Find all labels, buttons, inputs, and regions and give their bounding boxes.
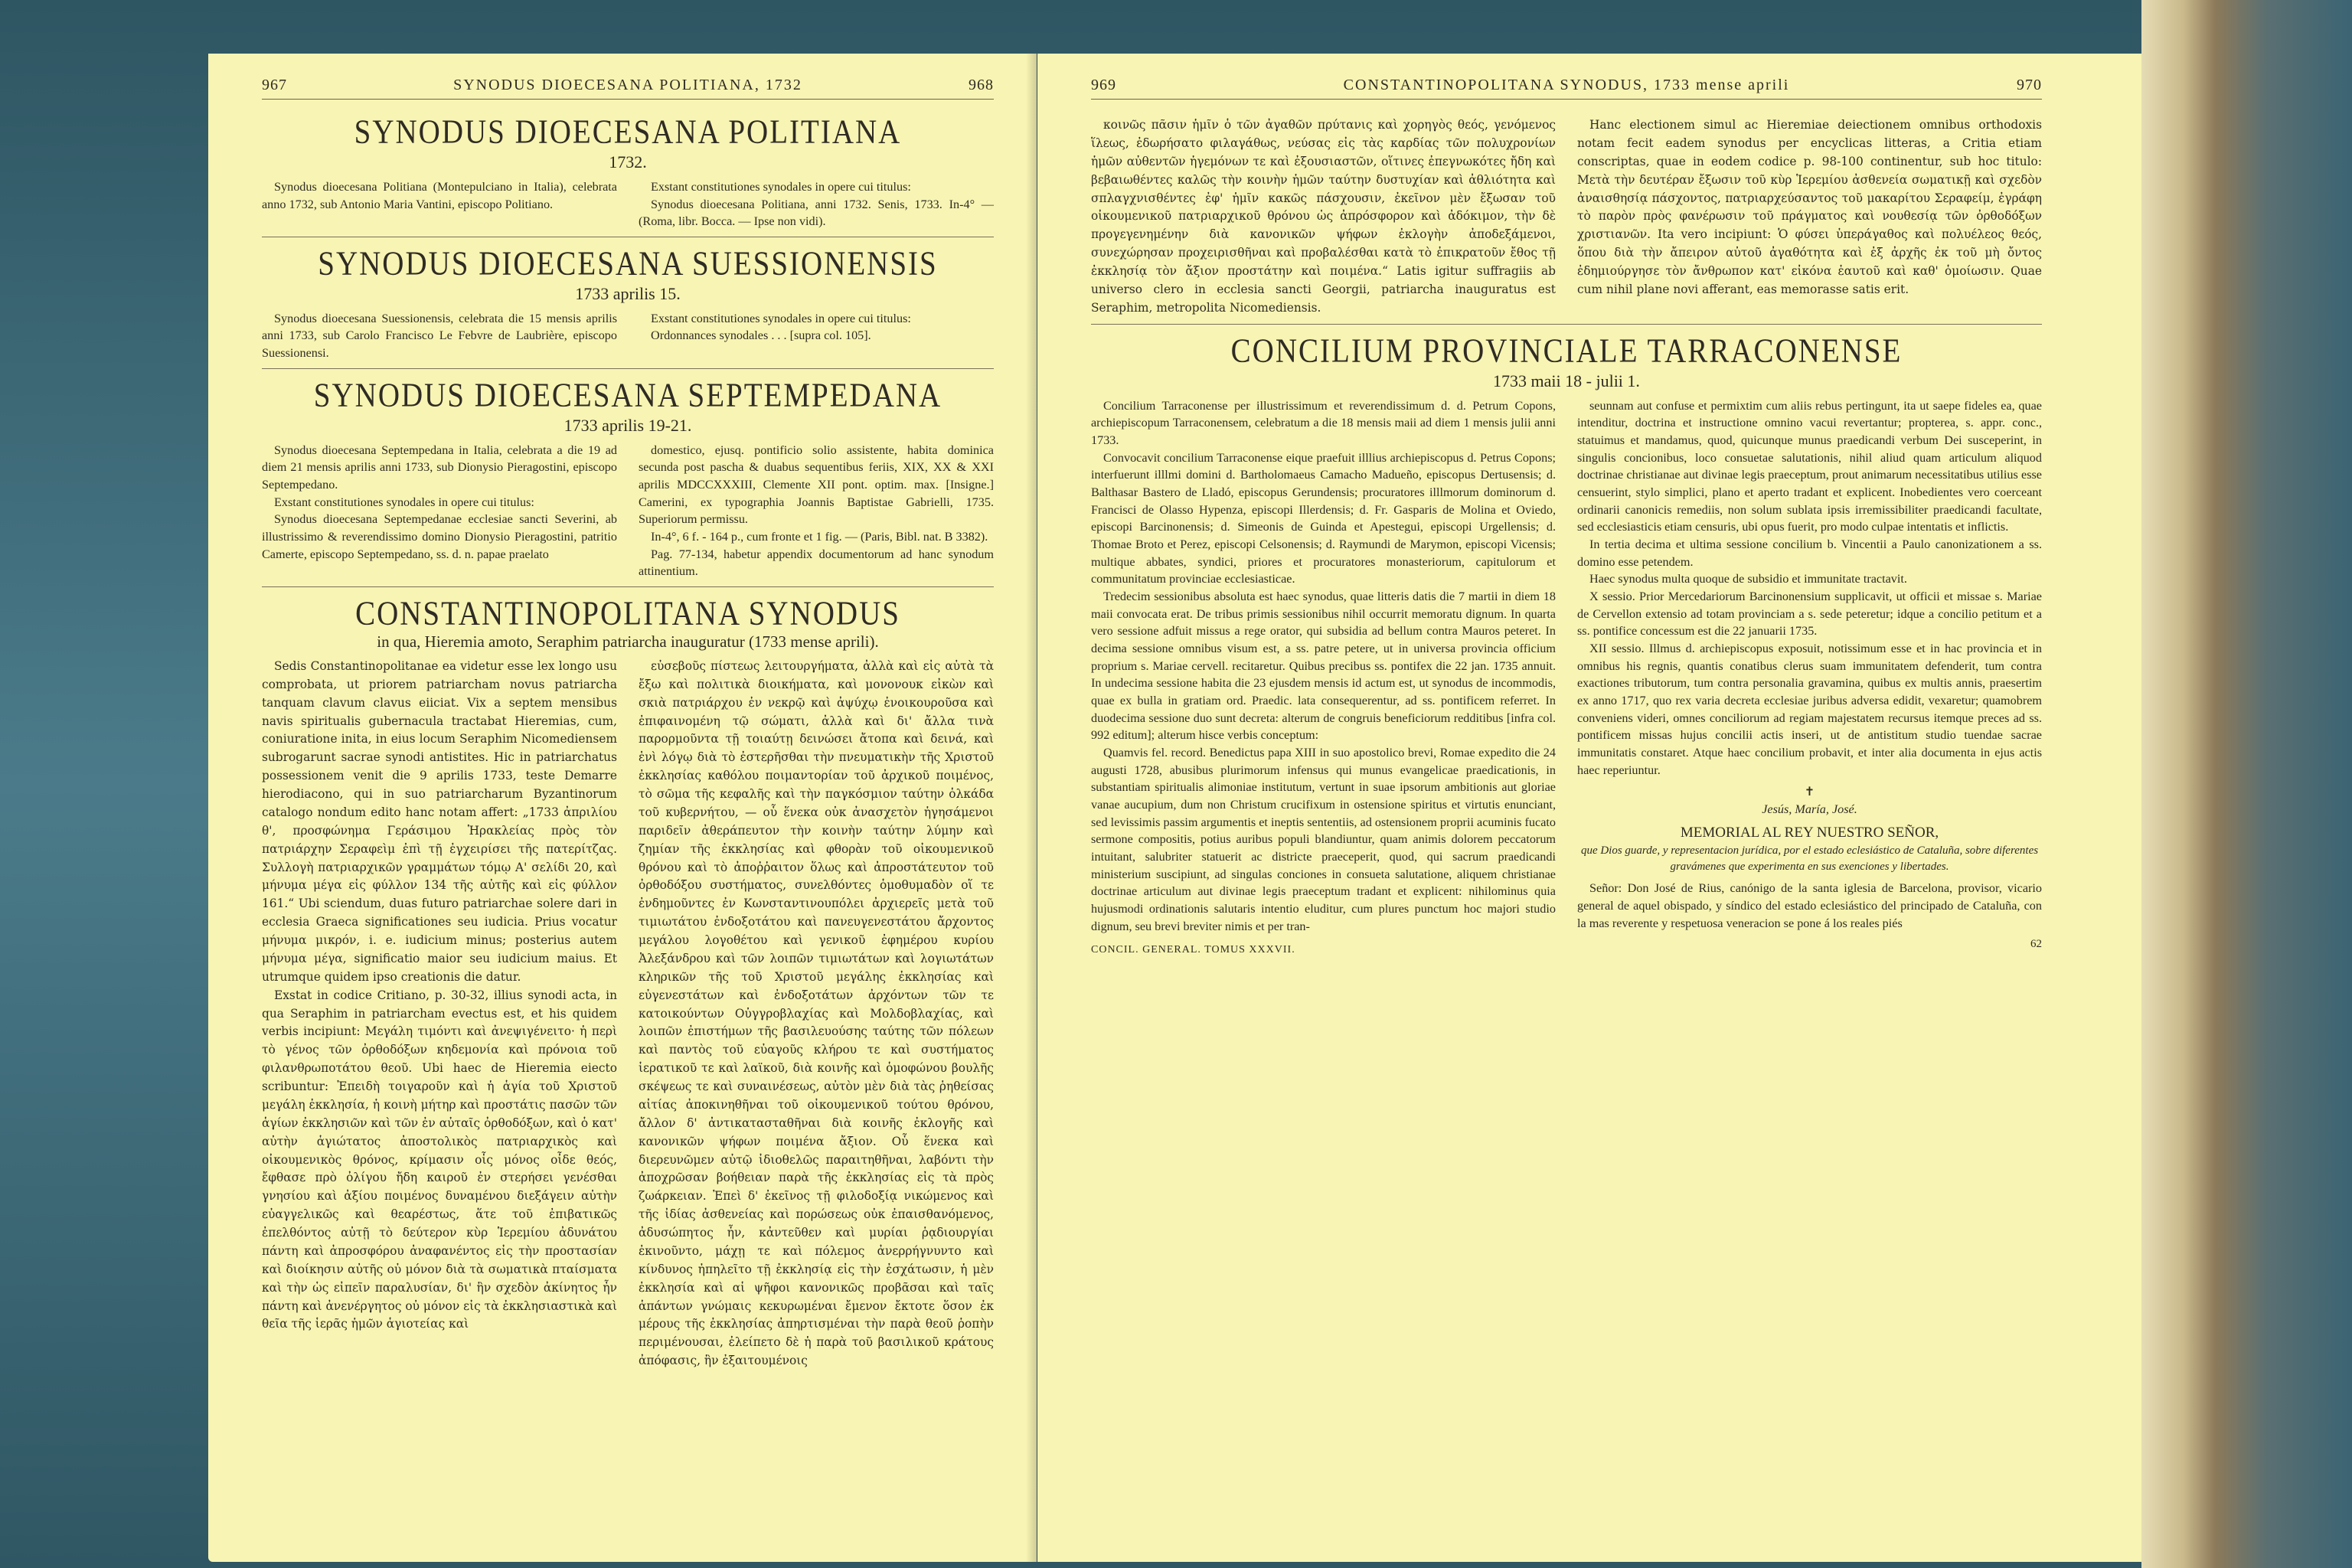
paragraph: Synodus dioecesana Politiana, anni 1732. Senis, 1733. In-4° — (Roma, libr. Bocca. — Ipse non vidi). (639, 197, 994, 229)
paragraph: In tertia decima et ultima sessione concilium b. Vincentii a Paulo canonizationem a ss. domino esse petendem. (1577, 537, 2042, 569)
paragraph: Exstant constitutiones synodales in opere cui titulus: (274, 495, 534, 509)
paragraph: Synodus dioecesana Septempedanae ecclesiae sancti Severini, ab illustrissimo & reverendissimo domino Dionysio Pieragostini, patritio Camerte, episcopo Septempedano, ss. d. n. papae praelato (262, 512, 617, 561)
paragraph: κοινῶς πᾶσιν ἡμῖν ὁ τῶν ἀγαθῶν πρύτανις καὶ χορηγὸς θεός, γενόμενος ἵλεως, ἐδωρήσατο φιλαγάθως, νεύσας εἰς τὰς καρδίας τῶν πολυχρονίων ἡμῶν αὐθεντῶν ἡγεμόνων τε καὶ ἐξουσιαστῶν, οἵτινες ἐπεγνωκότες ἤδη καὶ βεβαιωθέντες καλῶς τὴν κοινὴν ἡμῶν ταύτην δυστυχίαν καὶ ἀθλιότητα καὶ σπλαγχνισθέντες ἐφ' ἡμῖν κακῶς πάσχουσιν, ἐκεῖνον μὲν ἔξωσαν τοῦ οἰκουμενικοῦ πατριαρχικοῦ θρόνου ὡς ἀπρόσφορον καὶ ἀδόκιμον, τὴν δὲ προγεγενημένην διὰ κανονικῶν ψήφων ἐκλογὴν ἀποδεξάμενοι, συνεχώρησαν προχειρισθῆναι καὶ προβαλέσθαι κατὰ τὸ ἐπικρατοῦν ἔθος τῇ ἐκκλησίᾳ τὸν ἄξιον προστάτην καὶ ποιμένα.“ Latis igitur suffragiis ab universo clero in ecclesia sancti Georgii, patriarcha inauguratus est Seraphim, metropolita Nicomediensis. (1091, 118, 1556, 315)
section-body (1091, 116, 2042, 318)
paragraph: Synodus dioecesana Septempedana in Italia, celebrata a die 19 ad diem 21 mensis aprilis anni 1733, sub Dionysio Pieragostini, episcopo Septempedano. (262, 443, 617, 492)
section-title: SYNODUS DIOECESANA SUESSIONENSIS (318, 244, 938, 283)
paragraph: Exstant constitutiones synodales in opere cui titulus: (651, 179, 911, 194)
divider (1091, 324, 2042, 325)
paragraph: Ordonnances synodales . . . [supra col. 105]. (651, 328, 871, 343)
section-subtitle: in qua, Hieremia amoto, Seraphim patriarcha inauguratur (1733 mense aprili). (377, 632, 879, 651)
cross-icon: ✝ (1804, 785, 1815, 799)
paragraph: XII sessio. Illmus d. archiepiscopus exposuit, notissimum esse et in hac provincia et in omnibus his regnis, quantis conatibus clerus suam immunitatem defenderit, tum contra exactiones tributorum, tum contra personalia gravamina, quibus ex multis annis, praesertim ex anno 1717, quo rex varia decreta ecclesiae juribus adversa edidit, vexaretur; quamobrem conveniens videri, omnes conciliorum ad regiam majestatem recursus itemque preces ad ss. pontificem missas hujus concilii actis inseri, ut de antistitum studio tuendae sacrae immunitatis constaret. Atque haec concilium probavit, et inter alia documenta in ejus actis haec reperiuntur. (1577, 641, 2042, 777)
page-number: 967 (262, 77, 287, 93)
paragraph: εὐσεβοῦς πίστεως λειτουργήματα, ἀλλὰ καὶ εἰς αὐτὰ τὰ ἔξω καὶ πολιτικὰ διοικήματα, καὶ μονονουκ εἰκὼν καὶ σκιὰ πατριάρχου ἐν νεκρῷ καὶ ἀψύχῳ ἐνοικουροῦσα καὶ ἐπιφαινομένη τῷ σώματι, ἀλλὰ καὶ δι' ἄλλα τινὰ παρορμοῦντα τῇ τοιαύτῃ δεινώσει ἄτοπα καὶ δεινά, καὶ ἑνὶ λόγῳ διὰ τὸ ἐστερῆσθαι τὴν πνευματικὴν τῆς Χριστοῦ ἐκκλησίας καθόλου ποιμαντορίαν τοῦ ἀρχικοῦ ποιμένος, τὸ σῶμα τῆς κεφαλῆς καὶ τὴν παγκόσμιον ταύτην ὁλκάδα τοῦ κυβερνήτου, — οὗ ἕνεκα οὐκ ἀνασχετὸν ἡγησάμενοι παριδεῖν ἀθεράπευτον τὴν κοινὴν ταύτην λύμην καὶ ζημίαν τῆς ἐκκλησίας καὶ φθορὰν τοῦ οἰκουμενικοῦ θρόνου καὶ τὸ ἀποῤῥαιτον ὅλως καὶ ἀπροστάτευτον τοῦ ὀρθοδόξου συστήματος, συνελθόντες ὁμοθυμαδὸν οἵ τε ἐνδημοῦντες ἐν Κωνσταντινουπόλει ἀρχιερεῖς μετὰ τοῦ τιμιωτάτου ἐνδοξοτάτου καὶ πανευγενεστάτου ἄρχοντος μεγάλου λογοθέτου καὶ γενικοῦ ἐφημέρου κυρίου Ἀλεξάνδρου καὶ τῶν λοιπῶν τιμιωτάτων καὶ λογιωτάτων κληρικῶν τῆς τοῦ Χριστοῦ μεγάλης ἐκκλησίας καὶ εὐγενεστάτων καὶ ἐνδοξοτάτων ἀρχόντων τῶν τε κατοικούντων Οὐγγροβλαχίας καὶ Μολδοβλαχίας, καὶ λοιπῶν ἐπιστήμων τῆς βασιλευούσης ταύτης τῶν πόλεων καὶ παντὸς τοῦ εὐαγοῦς κλήρου τε καὶ συστήματος ἱερατικοῦ τε καὶ λαϊκοῦ, διὰ κοινῆς καὶ ὁμοφώνου βουλῆς σκέψεως τε καὶ συναινέσεως, αὐτὸν μὲν διὰ τὰς ῥηθείσας αἰτίας ἀποκινηθῆναι τοῦ οἰκουμενικοῦ τούτου θρόνου, ἄλλον δ' ἀντικατασταθῆναι διὰ κοινῆς ἐκλογῆς καὶ κανονικῶν ψήφων ποιμένα ἄξιον. Οὗ ἕνεκα καὶ διερευνῶμεν αὐτῷ ἰδιοθελῶς παραιτηθῆναι, λαβόντι τὴν ἀποχρῶσαν βοήθειαν παρὰ τῆς ἐκκλησίας εἰς τὰ πρὸς ζωάρκειαν. Ἐπεὶ δ' ἐκεῖνος τῇ φιλοδοξίᾳ νικώμενος καὶ τῆς ἰδίας ἀσθενείας καὶ πορώσεως οὐκ ἐπαισθανόμενος, ἀδυσώπητος ἦν, κἀντεῦθεν καὶ μυρίαι ῥᾳδιουργίαι ἐκινοῦντο, μάχῃ τε καὶ πόλεμος ἀνερρήγνυντο καὶ κίνδυνος ἠπηλεῖτο τῇ ἐκκλησίᾳ εἰς τὴν ἐσχάτωσιν, ἡ μὲν ἐκκλησία καὶ αἱ ψῆφοι κανονικῶς προβᾶσαι καὶ ταῖς ἁπάντων γνώμαις κεκυρωμέναι ἔμενον ἔκτοτε ὅσον ἐκ μέρους τῆς ἐκκλησίας ἀπηρτισμέναι τὴν παρὰ θεοῦ ῥοπὴν περιμένουσαι, ἐλείπετο δὲ ἡ παρὰ τοῦ βασιλικοῦ κράτους ἀπόφασις, ἣν ἐξαιτουμένοις (639, 658, 994, 1368)
section-body (1091, 397, 2042, 958)
page-number: 969 (1091, 77, 1116, 93)
paragraph: In-4°, 6 f. - 164 p., cum fronte et 1 fig. — (Paris, Bibl. nat. B 3382). (651, 530, 988, 544)
running-header (262, 77, 994, 100)
signature-mark: 62 (2030, 938, 2042, 951)
page-number: 970 (2016, 77, 2042, 93)
left-page (208, 54, 1037, 1562)
running-title: CONSTANTINOPOLITANA SYNODUS, 1733 mense aprili (1343, 77, 1790, 93)
paragraph: Exstant constitutiones synodales in opere cui titulus: (651, 311, 911, 325)
paragraph: Exstat in codice Critiano, p. 30-32, illius synodi acta, in qua Seraphim in patriarcham evectus est, et his quidem verbis incipiunt: Μεγάλη τιμόντι καὶ ἀνεψιγένειτο· ἡ περὶ τὸ γένος τῶν ὀρθοδόξων κηδεμονία καὶ πρόνοια τοῦ φιλανθρωποτάτου θεοῦ. Ubi haec de Hieremia eiecto scribuntur: Ἐπειδὴ τοιγαροῦν καὶ ἡ ἁγία τοῦ Χριστοῦ μεγάλη ἐκκλησία, ἡ κοινὴ μήτηρ καὶ προστάτις πασῶν τῶν ἁγίων ἐκκλησιῶν καὶ τῶν ἐν αὐταῖς ὀρθοδόξων, καὶ ὁ κατ' αὐτὴν ἁγιώτατος ἀποστολικὸς πατριαρχικὸς καὶ οἰκουμενικὸς θρόνος, κρίμασιν οἷς μόνος οἶδε θεός, ἔφθασε πρὸ ὀλίγου ἤδη καιροῦ ἐν στερήσει γενέσθαι γνησίου καὶ ἀξίου ποιμένος δυναμένου διεξάγειν αὐτὴν εὐαγγελικῶς καὶ θεαρέστως, ἅτε τοῦ ἐπιβατικῶς ἐπελθόντος αὐτῇ τὸ δεύτερον κὺρ Ἱερεμίου ἀδυνάτου πάντη καὶ ἀπροσφόρου ἀναφανέντος εἰς τὴν προστασίαν καὶ διοίκησιν αὐτῆς οὐ μόνον διὰ τὰ σωματικὰ πταίσματα καὶ τὴν ὡς εἰπεῖν παραλυσίαν, δι' ἣν σχεδὸν ἀκίνητος ἦν πάντη καὶ ἀνενέργητος οὐ μόνον εἰς τὰ ἐκκλησιαστικὰ καὶ θεῖα τῆς ἱερᾶς ἡμῶν ἁγιοτείας καὶ (262, 988, 617, 1331)
paragraph: Convocavit concilium Tarraconense eique praefuit illlius archiepiscopus d. Petrus Copons; interfuerunt illlmi domini d. Bartholomaeus Camacho Madueño, episcopus Dertusensis; d. Balthasar Bastero de Lladó, episcopus Gerundensis; procuratores illlmorum dominorum d. Francisci de Olasso Hypenza, episcopi Illerdensis; d. Fr. Gasparis de Molina et Oviedo, episcopi Barcinonensis; d. Simeonis de Guinda et Apestegui, episcopi Urgellensis; d. Thomae Broto et Perez, episcopi Celsonensis; d. Raymundi de Marymon, episcopi Vicensis; multique abbates, syndici, priores et procuratores monasteriorum, capitulorum et communitatum provinciae ecclesiasticae. (1091, 450, 1556, 586)
paragraph: Quamvis fel. record. Benedictus papa XIII in suo apostolico brevi, Romae expedito die 24 augusti 1728, abusibus plurimorum infensus qui munus evangelicae praedicationis, in substantiam spiritualis alimoniae institutum, vertunt in suae ipsorum ambitionis aut gloriae vanae aucupium, dum non Christum crucifixum in ostensione spiritus et virtutis enunciant, sed levissimis passim argumentis et ineptis sententiis, ad ostensionem proprii acuminis fucato sermone compositis, potius auribus populi blandiuntur, quam animis dolorem peccatorum intuitant, salubriter statuerit ac districte praeceperit, quod, qui sacrum praedicandi ministerium suscipiunt, ad singulas conciones in consueta salutatione, aliquem christianae doctrinae articulum aut divinae legis praeceptum tradant et explicent: nihilominus quia hujusmodi ordinationis salutaris intentio eluditur, cum plures punctum hoc majori studio dignum, seu brevi breviter nimis et per tran- (1091, 745, 1556, 933)
paragraph: Señor: Don José de Rius, canónigo de la santa iglesia de Barcelona, provisor, vicario general de aquel obispado, y síndico del estado eclesiástico del principado de Cataluña, con la mas reverente y respetuosa veneracion se pone á los reales piés (1577, 881, 2042, 930)
section-date: 1733 aprilis 19-21. (564, 415, 692, 435)
section-title: SYNODUS DIOECESANA SEPTEMPEDANA (313, 376, 942, 414)
section-date: 1733 aprilis 15. (575, 283, 681, 303)
paragraph: seunnam aut confuse et permixtim cum aliis rebus pertingunt, ita ut saepe fideles ea, quae intenditur, doctrina et instructione omnino vacui revertantur; propterea, s. appr. conc., statuimus et mandamus, quod, quicunque munus praedicandi verbum Dei susceperint, in singulis concionibus, loco consuetae salutationis, nihil aliud quam articulum aliquod doctrinae christianae aut divinae legis praeceptum, prout animarum necessitatibus utilius esse censuerint, stylo simplici, plano et aperto tradant et explicent. Inobedientes vero coerceant ordinarii canonicis remediis, non solum sublata ipsis irremissibiliter praedicandi facultate, sed ecclesiasticis etiam censuris, ubi opus fuerit, pro modo culpae intentatis et inflictis. (1577, 398, 2042, 534)
invocation: Jesús, María, José. (1762, 802, 1857, 816)
paragraph: Tredecim sessionibus absoluta est haec synodus, quae litteris datis die 7 martii in diem 18 maii convocata erat. De tribus primis sessionibus nihil occurrit memoratu dignum. In quarta vero sessione adfuit missus a rege orator, qui subsidia ad bellum contra Mauros peteret. In decima sessione omnibus visum est, a ss. patre petere, ut in universa provincia officium proprium s. Mariae cervell. recitaretur. Quibus precibus ss. pontifex die 22 jan. 1735 annuit. In undecima sessione habita die 23 ejusdem mensis id actum est, ut synodus de incommodis, quae ex bulla in gratiam ord. Praedic. lata consequerentur, ad ss. pontificem referret. In duodecima sessione duo sunt decreta: alterum de congruis beneficiorum redditibus [infra col. 992 editum]; alterum hisce verbis conceptum: (1091, 589, 1556, 743)
running-title: SYNODUS DIOECESANA POLITIANA, 1732 (453, 77, 802, 93)
section-body (262, 310, 994, 362)
divider (262, 586, 994, 587)
memorial-subtitle: que Dios guarde, y representacion jurídica, por el estado eclesiástico de Cataluña, sobre diferentes gravámenes que experimenta en sus exenciones y libertades. (1580, 844, 2039, 874)
paragraph: Synodus dioecesana Suessionensis, celebrata die 15 mensis aprilis anni 1733, sub Carolo Francisco Le Febvre de Laubrière, episcopo Suessionensi. (262, 311, 617, 361)
section-date: 1732. (609, 152, 647, 172)
page-number: 968 (968, 77, 994, 93)
section-title: CONSTANTINOPOLITANA SYNODUS (355, 594, 900, 633)
section-body (262, 658, 994, 1370)
paragraph: Haec synodus multa quoque de subsidio et immunitate tractavit. (1589, 572, 1907, 586)
section-title: SYNODUS DIOECESANA POLITIANA (354, 113, 902, 152)
book-edge (2141, 0, 2352, 1568)
paragraph: Synodus dioecesana Politiana (Montepulciano in Italia), celebrata anno 1732, sub Antonio Maria Vantini, episcopo Politiano. (262, 179, 617, 211)
section-title: CONCILIUM PROVINCIALE TARRACONENSE (1230, 332, 1903, 370)
paragraph: Concilium Tarraconense per illustrissimum et reverendissimum d. d. Petrum Copons, archiepiscopum Tarraconensem, celebratum a die 18 mensis maii ad diem 1 mensis julii anni 1733. (1091, 398, 1556, 447)
paragraph: Hanc electionem simul ac Hieremiae deiectionem omnibus orthodoxis notam fecit eadem synodus per encyclicas litteras, a Critia etiam conscriptas, quae in eodem codice p. 98-100 continentur, sub hoc titulo: Μετὰ τὴν δευτέραν ἔξωσιν τοῦ κὺρ Ἱερεμίου ἀσθενεία σωματικῇ καὶ σχεδὸν ἀναισθησίᾳ πάσχοντος, πατριαρχεύσαντος τοῦ μακαρίτου Σεραφείμ, ἐγράφη τὸ παρὸν πρὸς φανέρωσιν τοῦ πράγματος καὶ νουθεσίᾳ τῶν ὀρθοδόξων χριστιανῶν. Ita vero incipiunt: Ὁ φύσει ὑπεράγαθος καὶ πολυέλεος θεός, ὅπου διὰ τὴν ἄπειρον αὐτοῦ ἀγαθότητα καὶ ἐξ ἀρχῆς ἐκ τοῦ μὴ ὄντος ἐδημιούργησε τὸν ἄνθρωπον κατ' εἰκόνα ἑαυτοῦ καὶ καθ' ὁμοίωσιν. Quae cum nihil plane novi afferant, eas memorasse satis erit. (1577, 118, 2042, 296)
signature-line (1091, 942, 1556, 958)
section-date: 1733 maii 18 - julii 1. (1493, 371, 1640, 390)
signature-text: CONCIL. GENERAL. TOMUS XXXVII. (1091, 944, 1295, 956)
paragraph: Pag. 77-134, habetur appendix documentorum ad hanc synodum attinentium. (639, 547, 994, 579)
section-body (262, 442, 994, 580)
running-header (1091, 77, 2042, 100)
memorial-title: MEMORIAL AL REY NUESTRO SEÑOR, (1680, 824, 1939, 841)
paragraph: X sessio. Prior Mercedariorum Barcinonensium supplicavit, ut officii et missae s. Mariae de Cervellon extensio ad totam provinciam a s. sede peteretur; idque a concilio petitum et a ss. pontifice concessum est die 22 januarii 1735. (1577, 589, 2042, 639)
divider (262, 368, 994, 369)
right-page (1037, 54, 2141, 1562)
paragraph: domestico, ejusq. pontificio solio assistente, habita dominica secunda post pascha & duabus sequentibus feriis, XIX, XX & XXI aprilis MDCCXXXIII, Clemente XII pont. optim. max. [Insigne.] Camerini, ex typographia Joannis Baptistae Gabrielli, 1735. Superiorum permissu. (639, 443, 994, 527)
paragraph: Sedis Constantinopolitanae ea videtur esse lex longo usu comprobata, ut priorem patriarcham novus patriarcha tanquam clavum clavus eiiciat. Vix a septem mensibus navis spiritualis gubernacula tractabat Hieremias, cum, coniuratione inita, in eius locum Seraphim Nicomediensem subrogarunt sacrae synodi antistites. Hic in patriarchatus possessionem venit die 9 aprilis 1733, teste Demarre hierodiacono, qui in suo patriarcharum Byzantinorum catalogo nondum edito hanc notam affert: „1733 ἀπριλίου θ', προσφώνημα Γεράσιμου Ἡρακλείας πρὸς τὸν πατριάρχην Σεραφεὶμ ἐπὶ τῇ ἐγχειρίσει τῆς πατερίτζας. Συλλογὴ πατριαρχικῶν γραμμάτων τόμῳ Α' σελίδι 20, καὶ μήνυμα μέγα εἰς φύλλον 134 τῆς αὐτῆς καὶ εἰς φύλλον 161.“ Ubi sciendum, duas futuro patriarchae solere dari in ecclesia Graeca significationes seu iudicia. Prius vocatur μήνυμα μικρόν, i. e. iudicium minus; posterius autem μήνυμα μέγα, significatio maior seu iudicium maius. Et utrumque quidem ipso creationis die datur. (262, 658, 617, 984)
section-body (262, 178, 994, 230)
